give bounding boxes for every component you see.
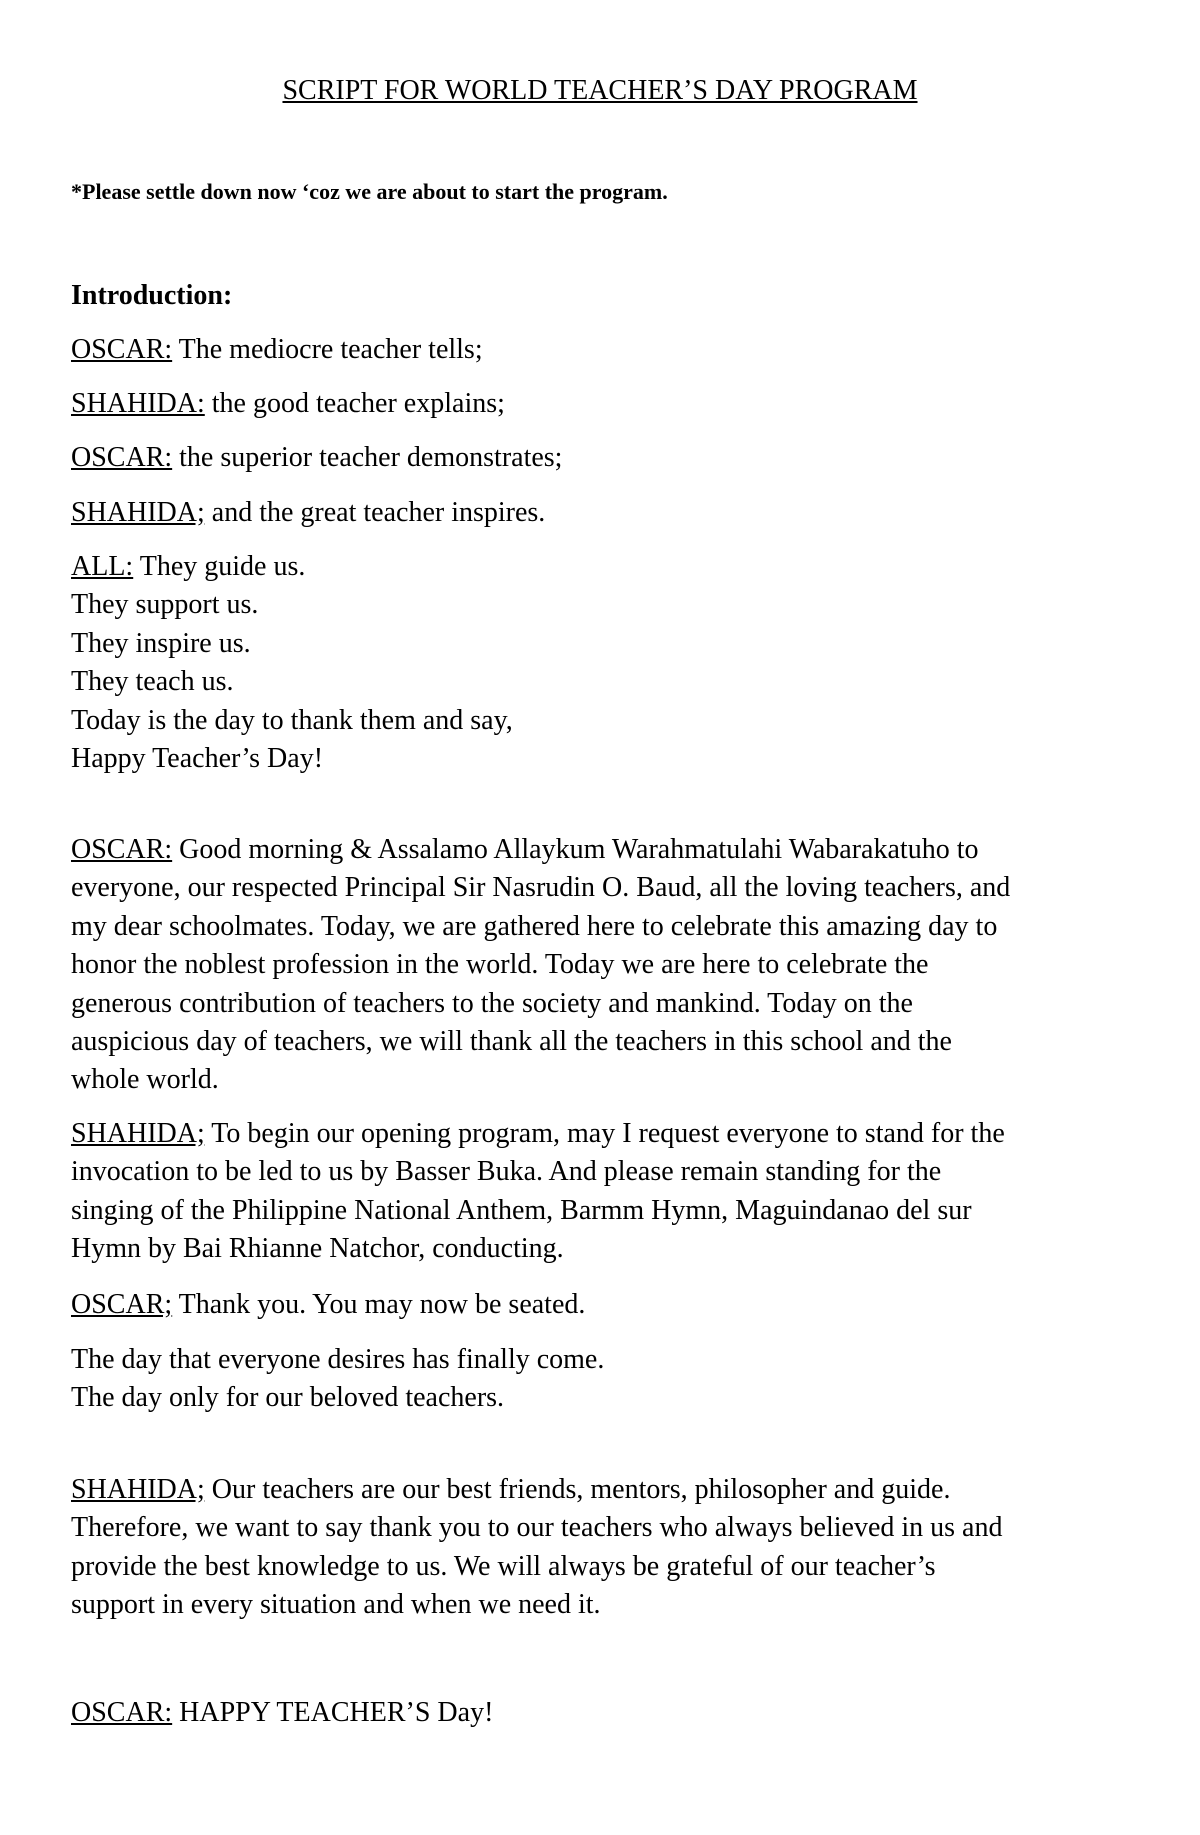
settle-down-note: *Please settle down now ‘coz we are about to start the program.	[71, 179, 668, 204]
speaker-label: SHAHIDA;	[71, 497, 205, 528]
line-text: HAPPY TEACHER’S Day!	[172, 1697, 494, 1728]
paragraph-line: honor the noblest profession in the world. Today we are here to celebrate the	[71, 949, 929, 981]
paragraph-line: whole world.	[71, 1064, 219, 1096]
paragraph-line: Hymn by Bai Rhianne Natchor, conducting.	[71, 1233, 564, 1265]
intro-line-4	[71, 494, 545, 532]
speaker-label: SHAHIDA:	[71, 388, 205, 419]
line-text: The mediocre teacher tells;	[172, 334, 483, 365]
all-line: They support us.	[71, 589, 259, 621]
paragraph-line: generous contribution of teachers to the society and mankind. Today on the	[71, 987, 913, 1019]
paragraph-line: Therefore, we want to say thank you to our teachers who always believed in us and	[71, 1512, 1003, 1544]
paragraph-line: The day only for our beloved teachers.	[71, 1382, 505, 1414]
line-text: Our teachers are our best friends, mentors, philosopher and guide.	[204, 1474, 951, 1505]
line-text: and the great teacher inspires.	[204, 497, 546, 528]
introduction-heading: Introduction:	[71, 280, 233, 311]
oscar-closing-line	[71, 1694, 493, 1732]
paragraph-line: my dear schoolmates. Today, we are gathered here to celebrate this amazing day to	[71, 910, 998, 942]
desire-paragraph	[71, 1341, 1131, 1418]
shahida-thanks-paragraph	[71, 1471, 1131, 1625]
intro-line-3	[71, 439, 562, 477]
line-text: the superior teacher demonstrates;	[172, 442, 563, 473]
paragraph-line: support in every situation and when we need it.	[71, 1589, 601, 1621]
line-text: Good morning & Assalamo Allaykum Warahmatulahi Wabarakatuho to	[172, 834, 979, 865]
oscar-welcome-paragraph	[71, 831, 1131, 1100]
speaker-label: SHAHIDA;	[71, 1118, 205, 1149]
speaker-label: OSCAR:	[71, 442, 173, 473]
speaker-label: OSCAR;	[71, 1289, 173, 1320]
paragraph-line: provide the best knowledge to us. We will always be grateful of our teacher’s	[71, 1550, 936, 1582]
speaker-label: ALL:	[71, 551, 134, 582]
all-line: Happy Teacher’s Day!	[71, 743, 324, 775]
all-chorus	[71, 548, 1131, 778]
line-text: They guide us.	[133, 551, 306, 582]
intro-line-2	[71, 385, 505, 423]
speaker-label: OSCAR:	[71, 834, 173, 865]
speaker-label: OSCAR:	[71, 1697, 173, 1728]
shahida-invocation-paragraph	[71, 1115, 1131, 1269]
all-first-line	[71, 548, 1131, 586]
speaker-label: OSCAR:	[71, 334, 173, 365]
line-text: To begin our opening program, may I request everyone to stand for the	[204, 1118, 1005, 1149]
oscar-seated-line	[71, 1286, 585, 1324]
line-text: the good teacher explains;	[204, 388, 505, 419]
paragraph-line: invocation to be led to us by Basser Buka. And please remain standing for the	[71, 1156, 942, 1188]
page-title: SCRIPT FOR WORLD TEACHER’S DAY PROGRAM	[282, 75, 918, 106]
intro-line-1	[71, 331, 483, 369]
paragraph-line: singing of the Philippine National Anthem, Barmm Hymn, Maguindanao del sur	[71, 1194, 972, 1226]
all-line: They inspire us.	[71, 627, 251, 659]
paragraph-line	[71, 1115, 1131, 1153]
paragraph-line: everyone, our respected Principal Sir Nasrudin O. Baud, all the loving teachers, and	[71, 872, 1011, 904]
speaker-label: SHAHIDA;	[71, 1474, 205, 1505]
all-line: Today is the day to thank them and say,	[71, 704, 513, 736]
paragraph-line	[71, 831, 1131, 869]
line-text: Thank you. You may now be seated.	[172, 1289, 586, 1320]
paragraph-line: auspicious day of teachers, we will thank all the teachers in this school and the	[71, 1026, 952, 1058]
paragraph-line	[71, 1471, 1131, 1509]
paragraph-line: The day that everyone desires has finally come.	[71, 1344, 605, 1375]
all-line: They teach us.	[71, 666, 234, 698]
